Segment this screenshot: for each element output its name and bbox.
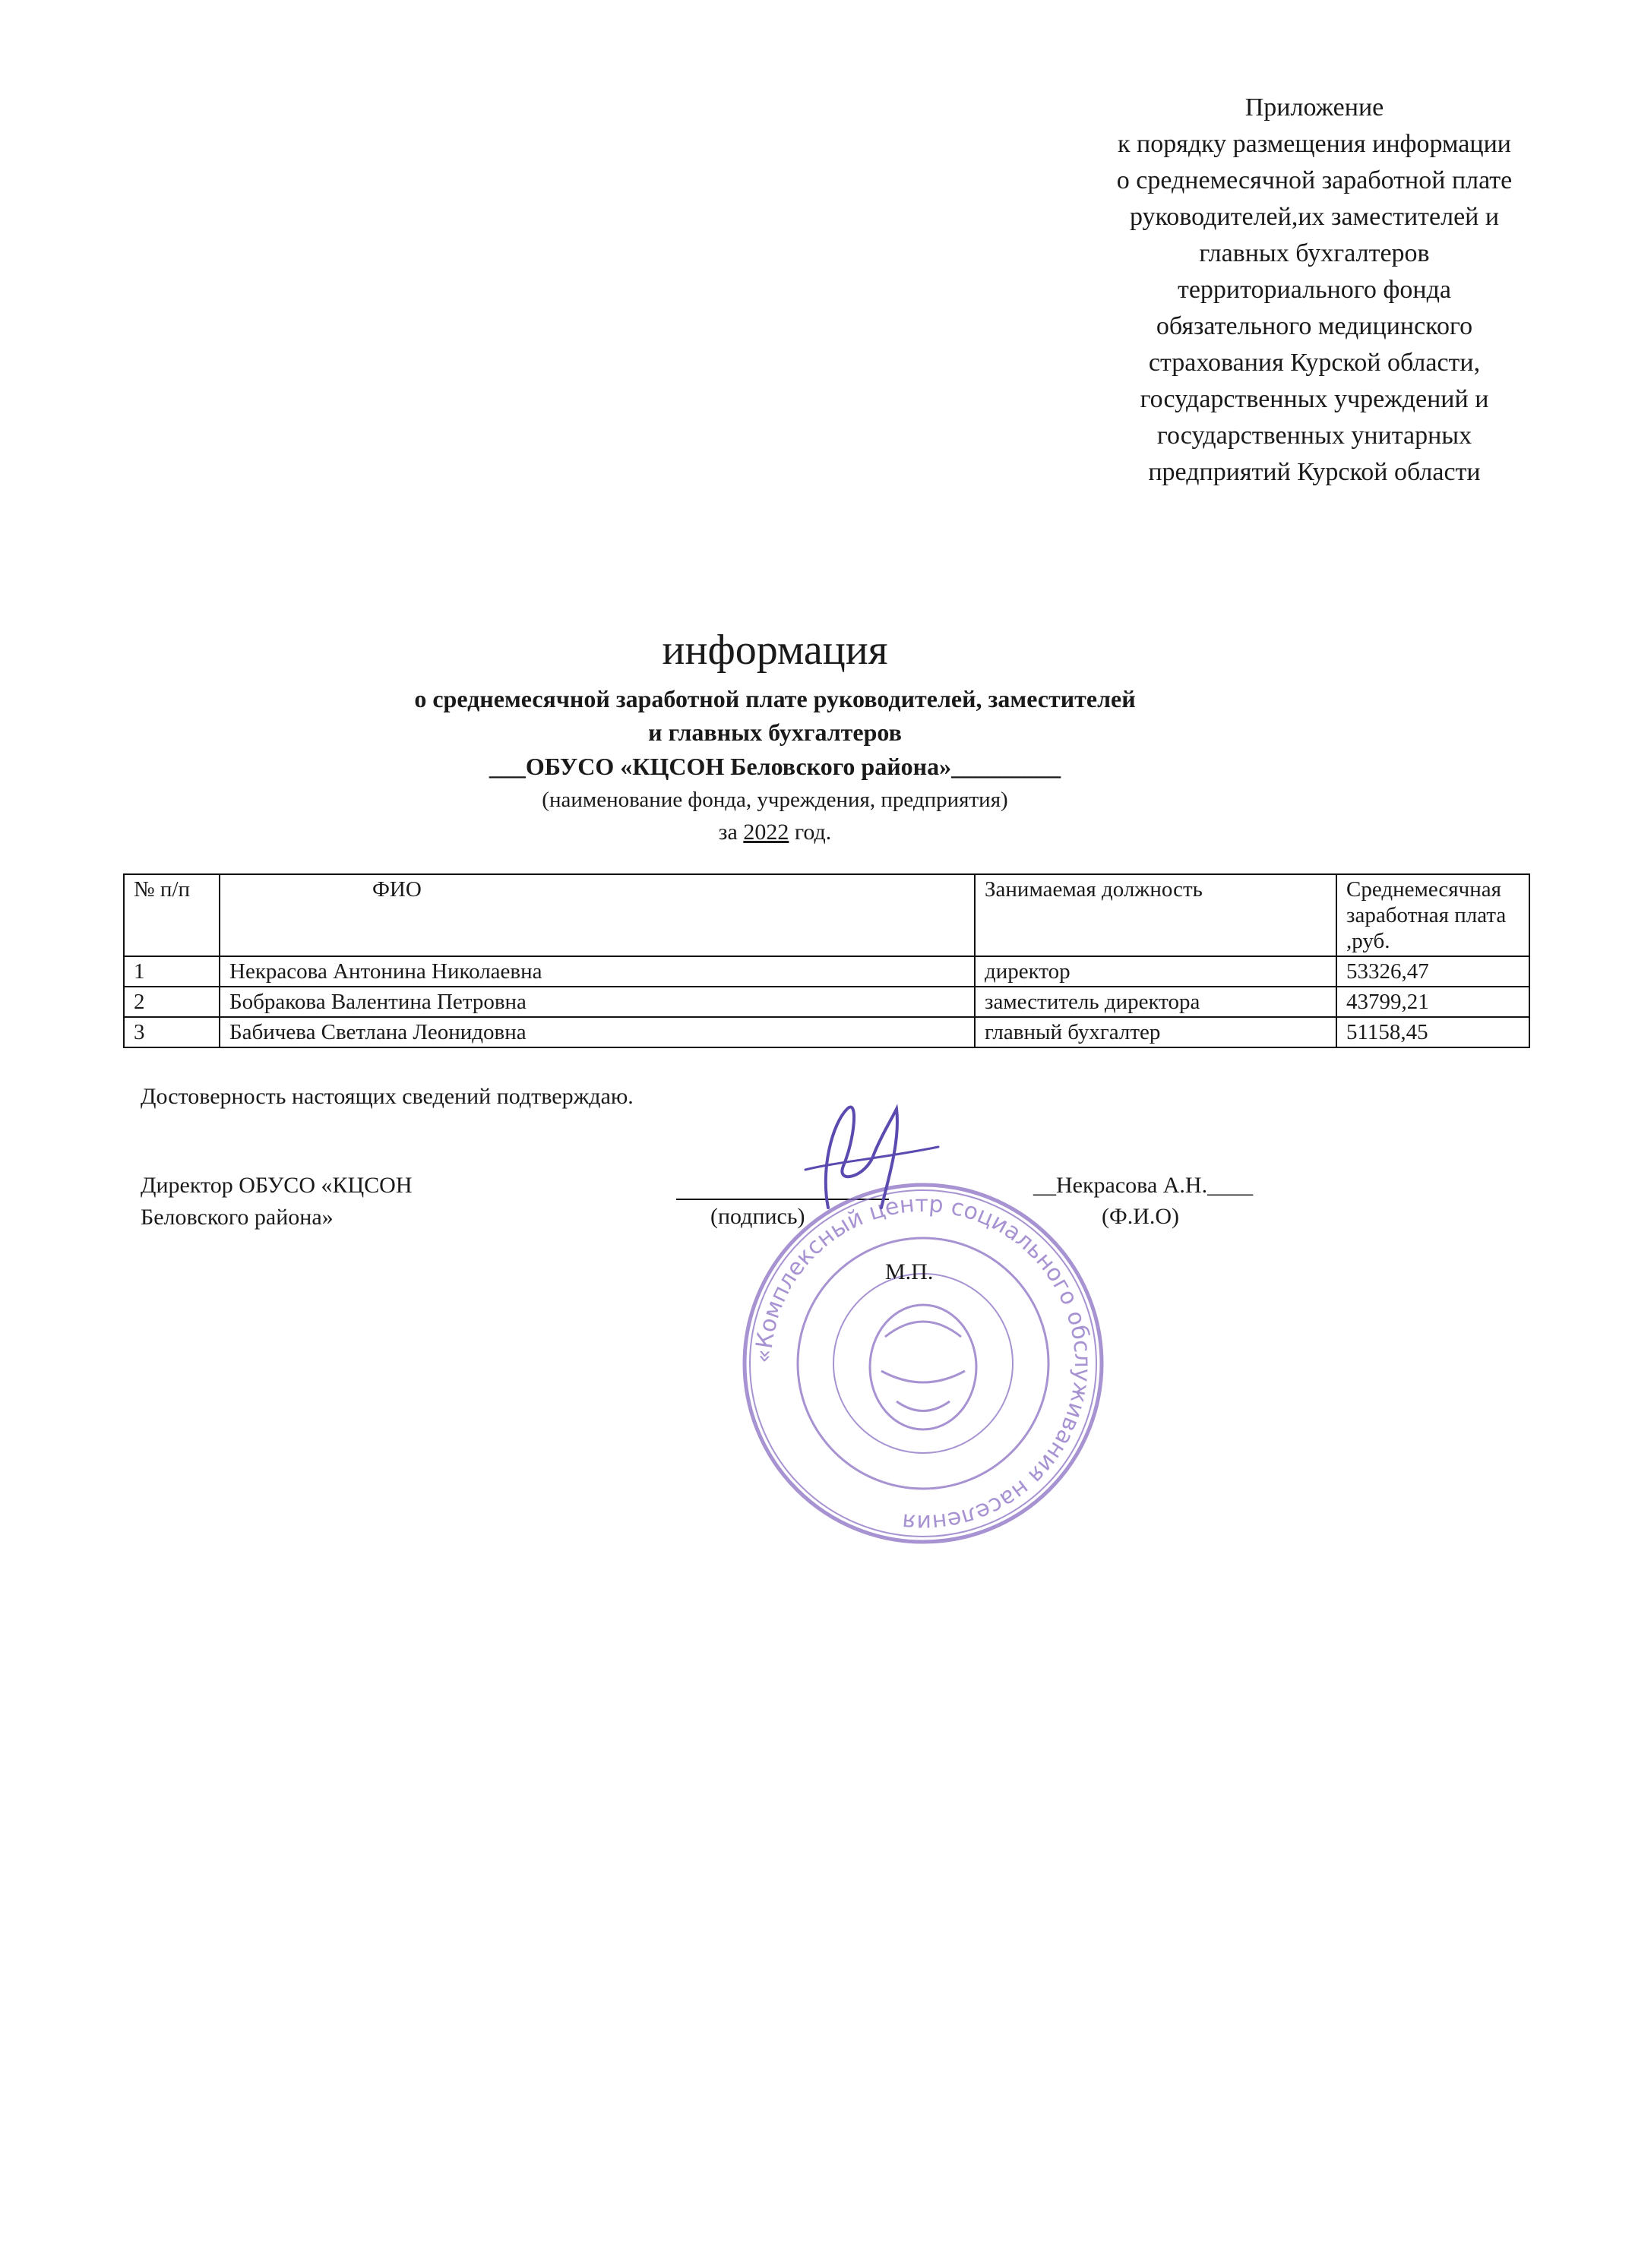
round-seal-icon <box>733 1173 1113 1553</box>
appendix-block <box>1079 90 1550 491</box>
cell-salary: 43799,21 <box>1336 987 1529 1017</box>
title-block <box>289 623 1261 849</box>
signer-name: __Некрасова А.Н.____ <box>1033 1173 1254 1198</box>
seal-outer-text <box>751 1191 1096 1536</box>
header-position: Занимаемая должность <box>975 874 1336 956</box>
appendix-line: руководителей,их заместителей и <box>1129 203 1500 231</box>
table-header-row <box>124 874 1529 956</box>
appendix-line: главных бухгалтеров <box>1199 239 1430 267</box>
report-year-line <box>289 816 1261 849</box>
cell-fio: Бабичева Светлана Леонидовна <box>220 1017 975 1047</box>
subtitle-line: о среднемесячной заработной плате руководителей, заместителей <box>414 685 1136 712</box>
table-row <box>124 987 1529 1017</box>
appendix-line: предприятий Курской области <box>1148 458 1481 486</box>
name-caption: (Ф.И.О) <box>1102 1204 1180 1229</box>
signature-caption: (подпись) <box>710 1204 805 1229</box>
cell-fio: Некрасова Антонина Николаевна <box>220 956 975 987</box>
salary-table <box>123 873 1530 1048</box>
header-salary: Среднемесячная заработная плата ,руб. <box>1336 874 1529 956</box>
cell-number: 1 <box>124 956 220 987</box>
report-year: 2022 <box>743 820 789 845</box>
organization-caption: (наименование фонда, учреждения, предприятия) <box>542 788 1008 812</box>
table-row <box>124 956 1529 987</box>
appendix-line: страхования Курской области, <box>1148 349 1481 377</box>
appendix-line: о среднемесячной заработной плате <box>1116 166 1513 194</box>
header-number: № п/п <box>124 874 220 956</box>
signer-title-line: Беловского района» <box>141 1205 334 1230</box>
confirmation-text: Достоверность настоящих сведений подтверждаю. <box>141 1084 634 1109</box>
appendix-line: государственных учреждений и <box>1140 385 1489 413</box>
cell-position: заместитель директора <box>975 987 1336 1017</box>
subtitle-line: и главных бухгалтеров <box>648 719 902 746</box>
cell-position: главный бухгалтер <box>975 1017 1336 1047</box>
cell-position: директор <box>975 956 1336 987</box>
table-row <box>124 1017 1529 1047</box>
organization-name: ___ОБУСО «КЦСОН Беловского района»_________ <box>489 753 1061 780</box>
appendix-line: территориального фонда <box>1177 276 1452 304</box>
cell-number: 3 <box>124 1017 220 1047</box>
cell-salary: 53326,47 <box>1336 956 1529 987</box>
cell-salary: 51158,45 <box>1336 1017 1529 1047</box>
year-suffix: год. <box>789 820 832 845</box>
seal-place-label: М.П. <box>885 1259 934 1284</box>
cell-number: 2 <box>124 987 220 1017</box>
appendix-line: государственных унитарных <box>1156 422 1472 450</box>
appendix-line: к порядку размещения информации <box>1117 130 1511 158</box>
header-fio: ФИО <box>220 874 975 956</box>
document-title: информация <box>662 627 888 674</box>
cell-fio: Бобракова Валентина Петровна <box>220 987 975 1017</box>
handwritten-signature-icon <box>775 1094 957 1223</box>
signer-title-line: Директор ОБУСО «КЦСОН <box>141 1173 413 1198</box>
seal-text-path: «Комплексный центр социального обслуживания населения <box>750 1190 1096 1537</box>
signer-title <box>141 1170 413 1234</box>
appendix-line: Приложение <box>1244 93 1384 122</box>
appendix-line: обязательного медицинского <box>1156 312 1473 340</box>
year-prefix: за <box>718 820 744 845</box>
